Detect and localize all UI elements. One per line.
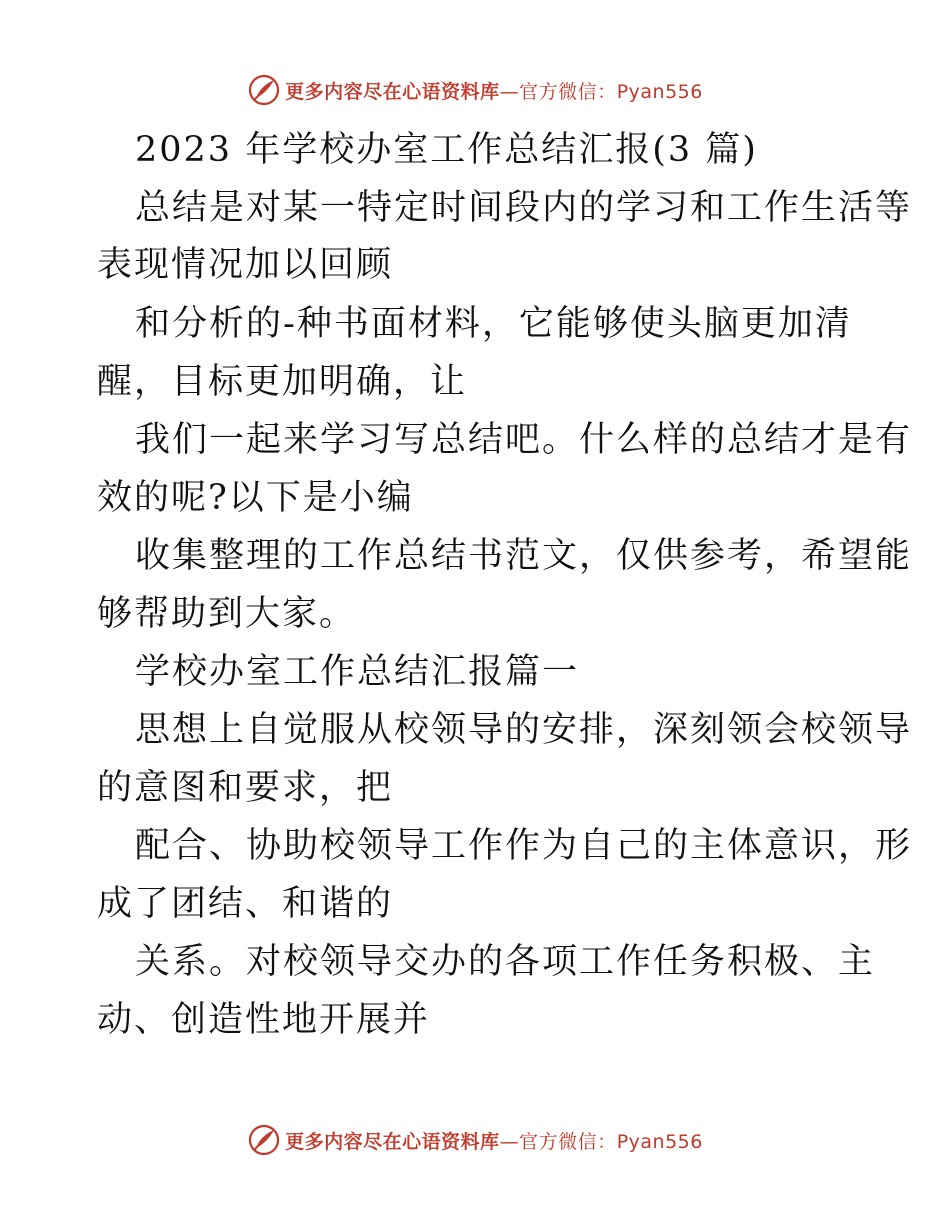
paragraph-line: 配合、协助校领导工作作为自己的主体意识，形	[135, 826, 913, 866]
paragraph-line: 收集整理的工作总结书范文，仅供参考，希望能	[135, 536, 913, 576]
watermark-label: 官方微信：	[519, 80, 617, 103]
watermark-id: Pyan556	[616, 80, 703, 103]
watermark-dash: —	[499, 1130, 520, 1153]
section-heading: 学校办室工作总结汇报篇一	[135, 652, 580, 692]
header-watermark	[0, 70, 950, 110]
paragraph-line: 关系。对校领导交办的各项工作任务积极、主	[135, 942, 876, 982]
watermark-label: 官方微信：	[519, 1130, 617, 1153]
watermark-dash: —	[499, 80, 520, 103]
paragraph-line: 醒，目标更加明确，让	[97, 362, 468, 402]
paragraph-line: 表现情况加以回顾	[97, 245, 394, 285]
footer-watermark	[0, 1120, 950, 1160]
document-title: 2023 年学校办室工作总结汇报(3 篇)	[135, 130, 758, 170]
paragraph-line: 总结是对某一特定时间段内的学习和工作生活等	[135, 188, 913, 228]
quill-logo-icon	[247, 1123, 281, 1157]
paragraph-line: 思想上自觉服从校领导的安排，深刻领会校领导	[135, 710, 913, 750]
watermark-site: 更多内容尽在心语资料库	[285, 1130, 500, 1153]
quill-logo-icon	[247, 73, 281, 107]
paragraph-line: 成了团结、和谐的	[97, 884, 394, 924]
watermark-site: 更多内容尽在心语资料库	[285, 80, 500, 103]
paragraph-line: 和分析的-种书面材料，它能够使头脑更加清	[135, 304, 852, 344]
paragraph-line: 的意图和要求，把	[97, 768, 394, 808]
watermark-id: Pyan556	[616, 1130, 703, 1153]
paragraph-line: 效的呢?以下是小编	[97, 478, 414, 518]
paragraph-line: 够帮助到大家。	[97, 594, 357, 634]
paragraph-line: 动、创造性地开展并	[97, 1000, 431, 1040]
paragraph-line: 我们一起来学习写总结吧。什么样的总结才是有	[135, 420, 913, 460]
